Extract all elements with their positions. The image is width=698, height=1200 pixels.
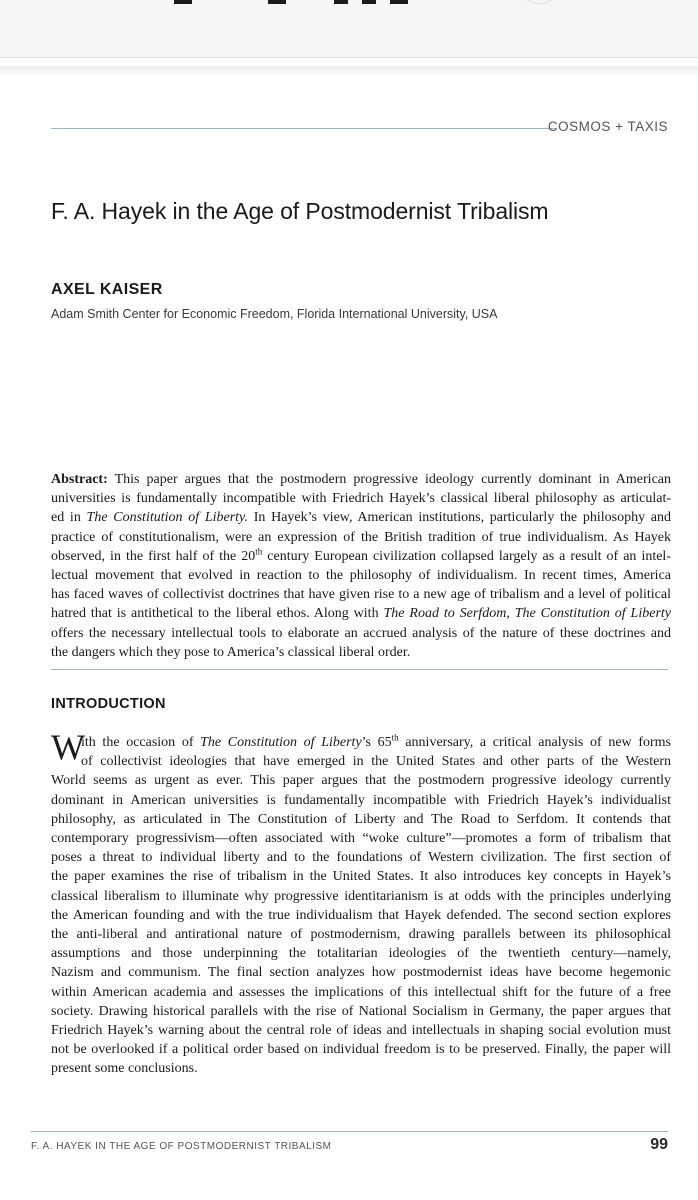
abstract-line: ed in The Constitution of Liberty. In Hayek’s view, American institutions, particularly the philosophy and xyxy=(51,510,672,526)
author-affiliation: Adam Smith Center for Economic Freedom, Florida International University, USA xyxy=(51,307,498,321)
drop-cap: W xyxy=(51,727,85,767)
journal-header-rule xyxy=(51,128,556,129)
abstract-line: has faced waves of collectivist doctrines that have given rise to a new age of tribalism and a level of political xyxy=(51,587,671,603)
toolbar-circle-icon[interactable] xyxy=(522,0,556,4)
intro-line: present some conclusions. xyxy=(51,1061,198,1077)
page-shadow xyxy=(0,66,698,76)
journal-name: COSMOS + TAXIS xyxy=(547,119,668,134)
footer-rule xyxy=(31,1131,668,1132)
page-number: 99 xyxy=(650,1136,668,1153)
intro-line: poses a threat to individual liberty and to the foundations of Western civilization. The first section of xyxy=(51,850,671,866)
section-heading-introduction: INTRODUCTION xyxy=(51,696,166,712)
intro-line: World seems as urgent as ever. This paper argues that the postmodern progressive ideology currently xyxy=(51,773,671,789)
abstract-line: observed, in the first half of the 20th century European civilization collapsed largely as a result of an intel- xyxy=(51,546,671,564)
intro-line: within American academia and assesses the implications of this intellectual shift for the future of a free xyxy=(51,984,671,1000)
author-name: AXEL KAISER xyxy=(51,281,163,298)
toolbar-icon-5[interactable] xyxy=(390,0,408,4)
toolbar-icon-3[interactable] xyxy=(334,0,348,4)
abstract-label: Abstract: xyxy=(51,472,108,487)
intro-line: of collectivist ideologies that have emerged in the United States and other parts of the Western xyxy=(81,754,671,770)
abstract-rule xyxy=(51,669,668,670)
abstract-line: hatred that is antithetical to the liberal ethos. Along with The Road to Serfdom, The Constitution of Liberty xyxy=(51,606,671,622)
toolbar-icon-1[interactable] xyxy=(174,0,192,4)
abstract-line: practice of constitutionalism, were an expression of the British tradition of true individualism. As Hayek xyxy=(51,529,671,545)
abstract-line: universities is fundamentally incompatible with Friedrich Hayek’s classical liberal philosophy as articulat- xyxy=(51,491,671,507)
toolbar-icon-4[interactable] xyxy=(362,0,376,4)
intro-line: Friedrich Hayek’s warning about the central role of ideas and intellectuals in shaping social evolution must xyxy=(51,1023,671,1039)
intro-line: not be overlooked if a political order based on individual freedom is to be preserved. Finally, the paper will xyxy=(51,1042,671,1058)
abstract-line: the dangers which they pose to America’s classical liberal order. xyxy=(51,644,411,660)
intro-line: classical liberalism to illuminate why progressive identitarianism is at odds with the principles underlying xyxy=(51,888,671,904)
intro-line: ith the occasion of The Constitution of Liberty’s 65th anniversary, a critical analysis of new forms xyxy=(81,732,671,750)
running-title: F. A. HAYEK IN THE AGE OF POSTMODERNIST TRIBALISM xyxy=(31,1141,332,1152)
intro-line: dominant in American universities is fundamentally incompatible with Friedrich Hayek’s individualist xyxy=(51,792,671,808)
intro-line: Nazism and communism. The final section analyzes how postmodernist ideas have become hegemonic xyxy=(51,965,671,981)
intro-line: assumptions and those underpinning the totalitarian ideologies of the twentieth century—namely, xyxy=(51,946,671,962)
intro-line: society. Drawing historical parallels with the rise of National Socialism in Germany, the paper argues that xyxy=(51,1003,671,1019)
abstract-line: offers the necessary intellectual tools to elaborate an accrued analysis of the nature of these doctrines and xyxy=(51,625,671,641)
toolbar-divider xyxy=(0,57,698,58)
intro-line: the anti-liberal and antirational nature of postmodernism, drawing parallels between its philosophical xyxy=(51,927,671,943)
intro-line: the paper examines the rise of tribalism in the United States. It also introduces key concepts in Hayek’s xyxy=(51,869,671,885)
intro-line: contemporary progressivism—often associated with “woke culture”—promotes a form of tribalism that xyxy=(51,831,671,847)
abstract-line: lectual movement that evolved in reaction to the philosophy of individualism. In recent times, America xyxy=(51,568,671,584)
abstract xyxy=(51,470,671,662)
paper-title: F. A. Hayek in the Age of Postmodernist Tribalism xyxy=(51,198,549,224)
abstract-line: Abstract: This paper argues that the postmodern progressive ideology currently dominant in American xyxy=(51,472,671,487)
intro-line: the American founding and with the true individualism that Hayek defended. The second section explores xyxy=(51,907,671,923)
viewer-toolbar xyxy=(0,0,698,58)
toolbar-icon-2[interactable] xyxy=(268,0,286,4)
introduction-body xyxy=(51,733,671,1079)
intro-line: philosophy, as articulated in The Constitution of Liberty and The Road to Serfdom. It contends that xyxy=(51,811,671,827)
